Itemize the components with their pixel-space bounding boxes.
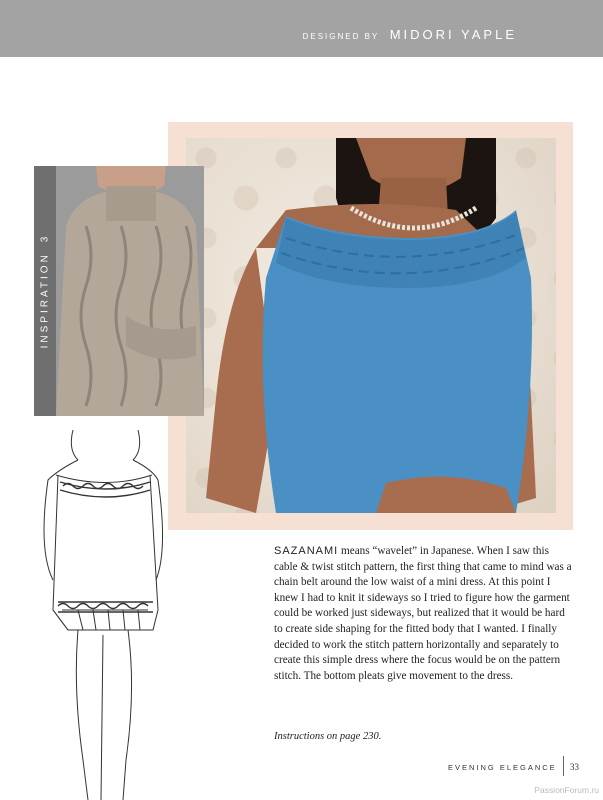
body-text: means “wavelet” in Japanese. When I saw this cable & twist stitch pattern, the first thing that came to mind was a chain belt around the low waist of a mini dress. At this point I knew I had to knit it sideways so I tried to figure how the garment could be worked just sideways, but realized that it would be hard to create side shaping for the fitted body that I wanted. I finally decided to work the stitch pattern horizontally and separately to create this simple dress where the focus would be on the pattern stitch. The bottom pleats give movement to the dress. — [274, 545, 572, 682]
body-lead: SAZANAMI — [274, 545, 339, 557]
model-illustration — [186, 138, 556, 513]
body-paragraph — [274, 544, 574, 684]
inspiration-bar — [34, 166, 56, 416]
inspiration-photo — [34, 166, 204, 416]
main-photo — [186, 138, 556, 513]
designer-prefix: DESIGNED BY — [302, 32, 380, 41]
inspiration-label — [40, 234, 51, 349]
header-band — [0, 0, 603, 57]
page-number: 33 — [570, 762, 579, 772]
designer-credit — [303, 26, 517, 44]
watermark: PassionForum.ru — [534, 785, 599, 795]
inspiration-sweater-illustration — [56, 166, 204, 416]
inspiration-number: 3 — [39, 233, 51, 243]
footer-section-title: EVENING ELEGANCE — [448, 763, 557, 772]
dress-sketch — [28, 430, 178, 800]
designer-name: MIDORI YAPLE — [389, 27, 517, 42]
instructions-reference: Instructions on page 230. — [274, 731, 382, 742]
inspiration-title: INSPIRATION — [39, 252, 51, 349]
footer-divider — [563, 756, 564, 776]
